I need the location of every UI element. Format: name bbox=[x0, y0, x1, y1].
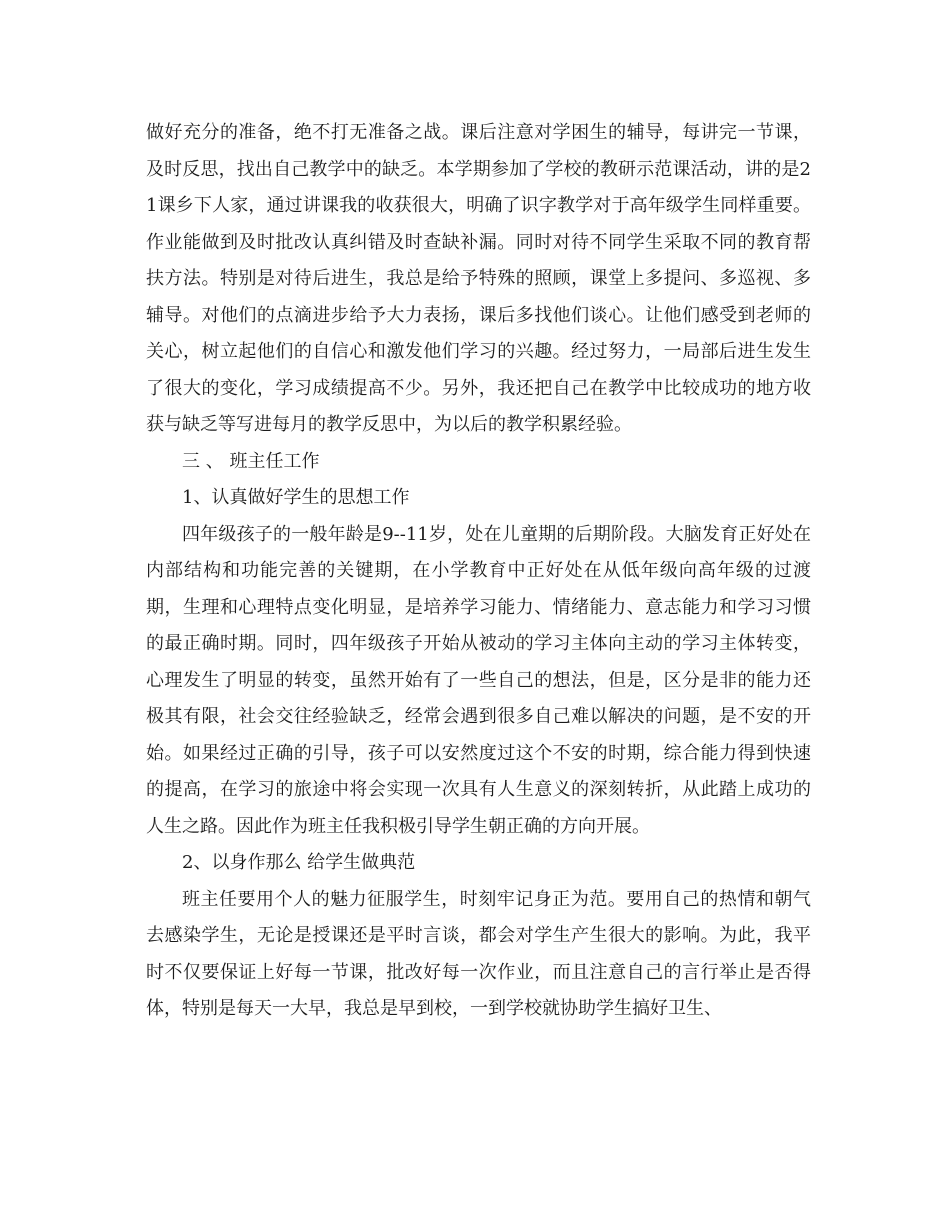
subheading-lead-by-example: 2、以身作那么 给学生做典范 bbox=[182, 852, 416, 873]
document-body bbox=[146, 115, 811, 1028]
section-heading-class-teacher-work: 三 、 班主任工作 bbox=[182, 450, 320, 472]
paragraph-role-model: 班主任要用个人的魅力征服学生，时刻牢记身正为范。要用自己的热情和朝气去感染学生，无论是授课还是平时言谈，都会对学生产生很大的影响。为此，我平时不仅要保证上好每一节课，批改好每一次作业，而且注意自己的言行举止是否得体，特别是每天一大早，我总是早到校，一到学校就协助学生搞好卫生、 bbox=[146, 888, 811, 1019]
paragraph-teaching-reflection: 做好充分的准备，绝不打无准备之战。课后注意对学困生的辅导，每讲完一节课，及时反思，找出自己教学中的缺乏。本学期参加了学校的教研示范课活动，讲的是21课乡下人家，通过讲课我的收获很大，明确了识字教学对于高年级学生同样重要。作业能做到及时批改认真纠错及时查缺补漏。同时对待不同学生采取不同的教育帮扶方法。特别是对待后进生，我总是给予特殊的照顾，课堂上多提问、多巡视、多辅导。对他们的点滴进步给予大力表扬，课后多找他们谈心。让他们感受到老师的关心，树立起他们的自信心和激发他们学习的兴趣。经过努力，一局部后进生发生了很大的变化，学习成绩提高不少。另外，我还把自己在教学中比较成功的地方收获与缺乏等写进每月的教学反思中，为以后的教学积累经验。 bbox=[146, 122, 811, 435]
paragraph-grade-four-students: 四年级孩子的一般年龄是9--11岁，处在儿童期的后期阶段。大脑发育正好处在内部结构和功能完善的关键期，在小学教育中正好处在从低年级向高年级的过渡期，生理和心理特点变化明显，是培养学习能力、情绪能力、意志能力和学习习惯的最正确时期。同时，四年级孩子开始从被动的学习主体向主动的学习主体转变，心理发生了明显的转变，虽然开始有了一些自己的想法，但是，区分是非的能力还极其有限，社会交往经验缺乏，经常会遇到很多自己难以解决的问题，是不安的开始。如果经过正确的引导，孩子可以安然度过这个不安的时期，综合能力得到快速的提高，在学习的旅途中将会实现一次具有人生意义的深刻转折，从此踏上成功的人生之路。因此作为班主任我积极引导学生朝正确的方向开展。 bbox=[146, 523, 811, 837]
subheading-ideological-work: 1、认真做好学生的思想工作 bbox=[182, 487, 410, 508]
